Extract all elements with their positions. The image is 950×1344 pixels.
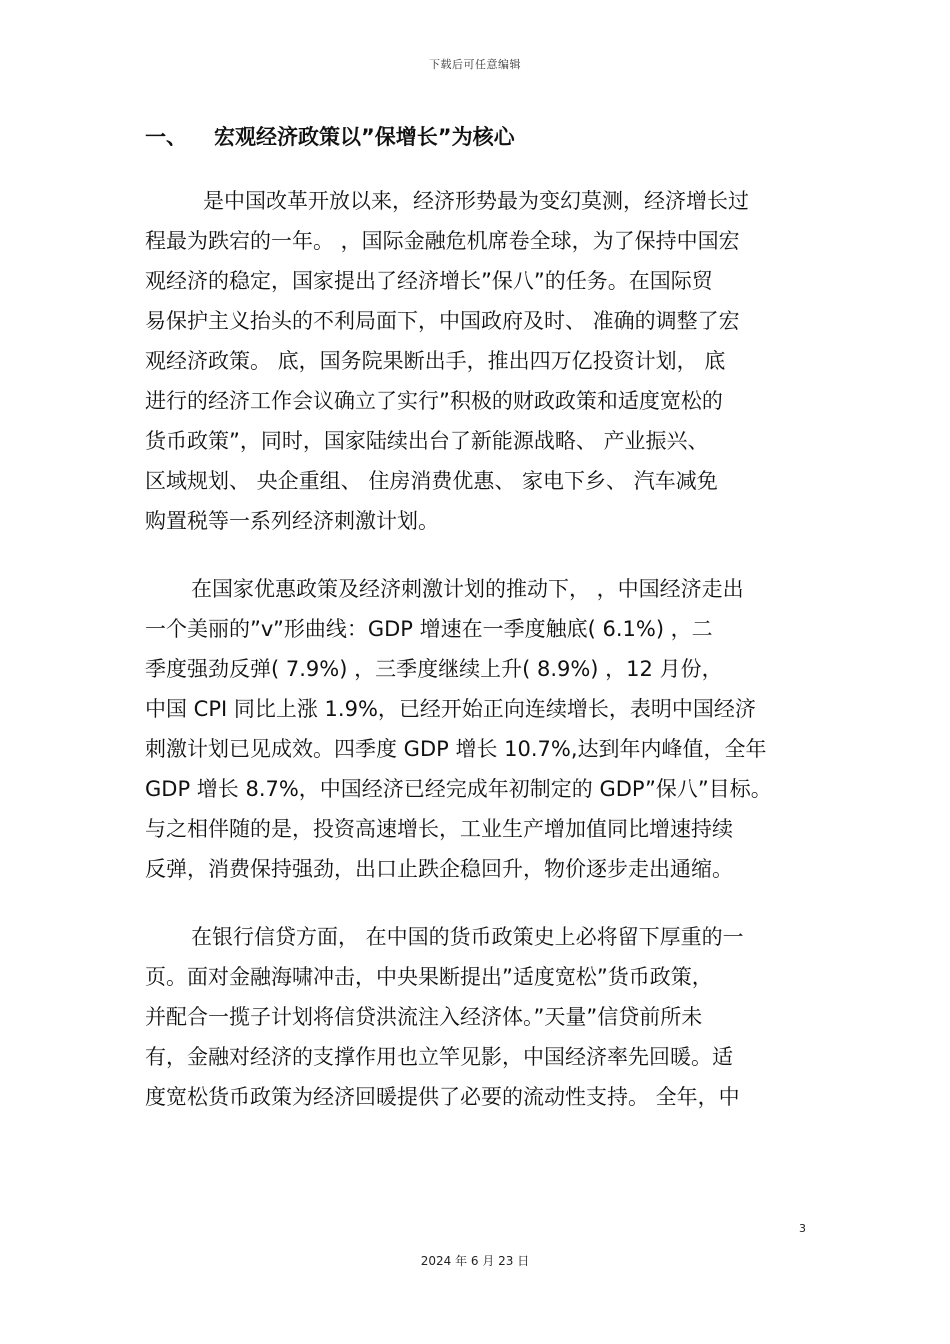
paragraph-line: 区域规划、 央企重组、 住房消费优惠、 家电下乡、 汽车减免 bbox=[145, 469, 718, 493]
paragraph-line: 并配合一揽子计划将信贷洪流注入经济体。”天量”信贷前所未 bbox=[145, 1005, 703, 1029]
paragraph-line: 易保护主义抬头的不利局面下，中国政府及时、 准确的调整了宏 bbox=[145, 309, 740, 333]
section-title: 宏观经济政策以”保增长”为核心 bbox=[214, 125, 515, 149]
paragraph-line: 页。面对金融海啸冲击，中央果断提出”适度宽松”货币政策， bbox=[145, 965, 713, 989]
paragraph bbox=[145, 917, 805, 1117]
paragraph-line: 观经济的稳定，国家提出了经济增长”保八”的任务。在国际贸 bbox=[145, 269, 713, 293]
paragraph-line: 购置税等一系列经济刺激计划。 bbox=[145, 509, 439, 533]
paragraph bbox=[145, 569, 805, 889]
paragraph-line: 有，金融对经济的支撑作用也立竿见影，中国经济率先回暖。适 bbox=[145, 1045, 733, 1069]
paragraph-line: 是中国改革开放以来，经济形势最为变幻莫测，经济增长过 bbox=[203, 189, 749, 213]
paragraph-line: 刺激计划已见成效。四季度 GDP 增长 10.7%,达到年内峰值，全年 bbox=[145, 737, 767, 761]
paragraph-line: 观经济政策。 底，国务院果断出手，推出四万亿投资计划， 底 bbox=[145, 349, 726, 373]
paragraph-line: 中国 CPI 同比上涨 1.9%，已经开始正向连续增长，表明中国经济 bbox=[145, 697, 756, 721]
paragraph-line: 进行的经济工作会议确立了实行”积极的财政政策和适度宽松的 bbox=[145, 389, 723, 413]
paragraph-line: 度宽松货币政策为经济回暖提供了必要的流动性支持。 全年，中 bbox=[145, 1085, 740, 1109]
document-body bbox=[145, 181, 805, 1145]
paragraph-line: 与之相伴随的是，投资高速增长，工业生产增加值同比增速持续 bbox=[145, 817, 733, 841]
paragraph-line: 货币政策”，同时，国家陆续出台了新能源战略、 产业振兴、 bbox=[145, 429, 709, 453]
paragraph-line: 在银行信贷方面， 在中国的货币政策史上必将留下厚重的一 bbox=[191, 925, 744, 949]
paragraph-line: GDP 增长 8.7%，中国经济已经完成年初制定的 GDP”保八”目标。 bbox=[145, 777, 772, 801]
paragraph-line: 季度强劲反弹( 7.9%) ，三季度继续上升( 8.9%) ，12 月份， bbox=[145, 657, 723, 681]
paragraph-line: 一个美丽的”v”形曲线：GDP 增速在一季度触底( 6.1%) ，二 bbox=[145, 617, 713, 641]
paragraph-line: 反弹，消费保持强劲，出口止跌企稳回升，物价逐步走出通缩。 bbox=[145, 857, 733, 881]
page-date: 2024 年 6 月 23 日 bbox=[420, 1254, 530, 1268]
paragraph bbox=[145, 181, 805, 541]
paragraph-line: 在国家优惠政策及经济刺激计划的推动下， ，中国经济走出 bbox=[191, 577, 744, 601]
section-heading bbox=[145, 120, 825, 154]
page-number: 3 bbox=[799, 1222, 806, 1235]
paragraph-line: 程最为跌宕的一年。 ，国际金融危机席卷全球，为了保持中国宏 bbox=[145, 229, 740, 253]
page-header-caption: 下载后可任意编辑 bbox=[429, 58, 521, 71]
section-number: 一、 bbox=[145, 125, 187, 149]
